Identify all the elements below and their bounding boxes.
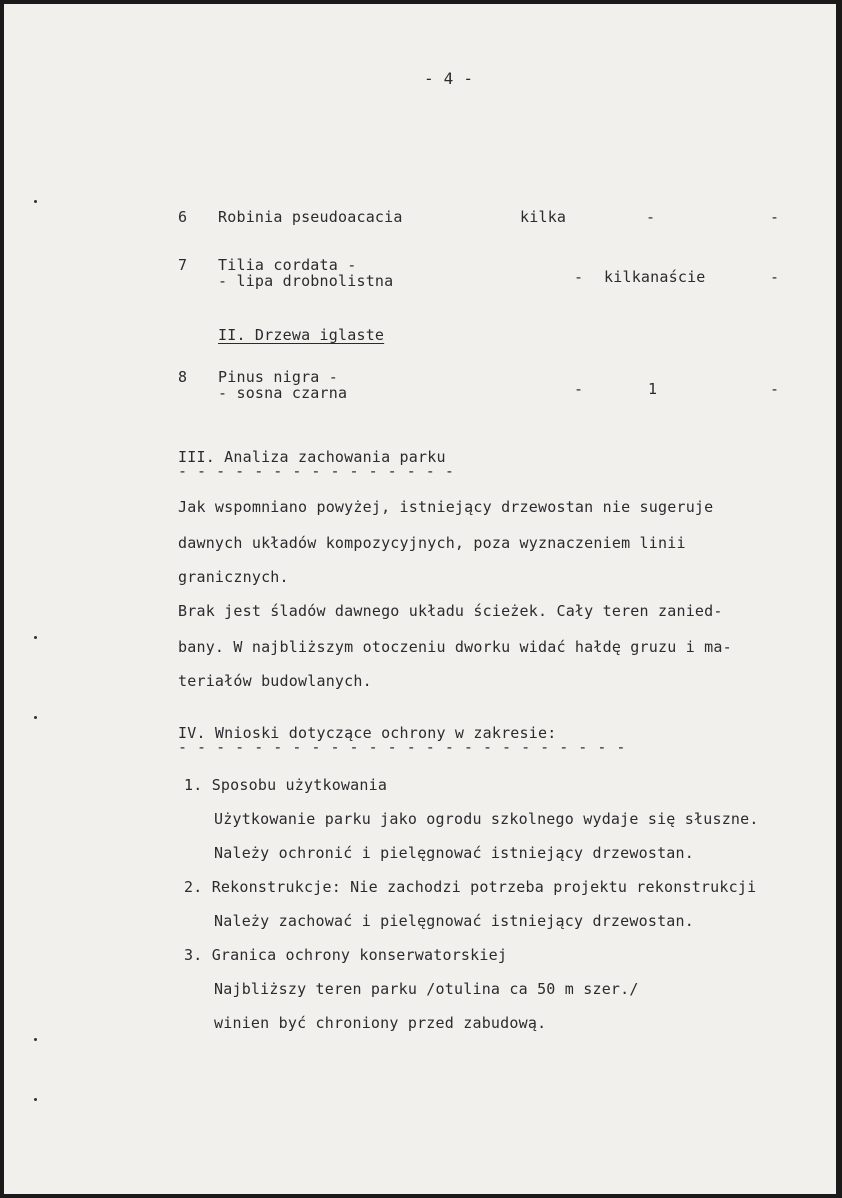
heading-underline: - - - - - - - - - - - - - - - - - - - - - - - - (178, 738, 626, 756)
paragraph-line: Brak jest śladów dawnego układu ścieżek. Cały teren zanied- (178, 602, 723, 620)
list-item-line: Należy ochronić i pielęgnować istniejący drzewostan. (214, 844, 694, 862)
margin-mark (34, 636, 37, 639)
section-heading: III. Analiza zachowania parku (178, 448, 446, 466)
list-item-label: 1. Sposobu użytkowania (184, 776, 388, 794)
row-number: 6 (178, 208, 188, 226)
margin-mark (34, 200, 37, 203)
list-item-label: 2. Rekonstrukcje: Nie zachodzi potrzeba projektu rekonstrukcji (184, 878, 757, 896)
margin-mark (34, 1038, 37, 1041)
species-name-polish: - sosna czarna (218, 384, 348, 402)
paragraph-line: dawnych układów kompozycyjnych, poza wyznaczeniem linii (178, 534, 686, 552)
count-cell: - (574, 268, 584, 286)
heading-underline: - - - - - - - - - - - - - - - (178, 462, 455, 480)
count-cell: - (574, 380, 584, 398)
paragraph-line: Jak wspomniano powyżej, istniejący drzewostan nie sugeruje (178, 498, 714, 516)
count-cell: 1 (648, 380, 658, 398)
page-number: - 4 - (424, 69, 474, 88)
paragraph-line: bany. W najbliższym otoczeniu dworku widać hałdę gruzu i ma- (178, 638, 732, 656)
paragraph-line: teriałów budowlanych. (178, 672, 372, 690)
species-name-polish: - lipa drobnolistna (218, 272, 394, 290)
list-item-line: Należy zachować i pielęgnować istniejący drzewostan. (214, 912, 694, 930)
list-item-line: winien być chroniony przed zabudową. (214, 1014, 547, 1032)
count-cell: - (770, 208, 780, 226)
count-cell: kilkanaście (604, 268, 706, 286)
species-name: Robinia pseudoacacia (218, 208, 403, 226)
list-item-line: Najbliższy teren parku /otulina ca 50 m szer./ (214, 980, 639, 998)
count-cell: kilka (520, 208, 567, 226)
margin-mark (34, 716, 37, 719)
section-heading: IV. Wnioski dotyczące ochrony w zakresie: (178, 724, 557, 742)
count-cell: - (770, 380, 780, 398)
document-page (4, 4, 836, 1194)
row-number: 8 (178, 368, 188, 386)
species-name: Tilia cordata - (218, 256, 357, 274)
list-item-label: 3. Granica ochrony konserwatorskiej (184, 946, 508, 964)
margin-mark (34, 1098, 37, 1101)
species-name: Pinus nigra - (218, 368, 338, 386)
count-cell: - (770, 268, 780, 286)
list-item-line: Użytkowanie parku jako ogrodu szkolnego wydaje się słuszne. (214, 810, 759, 828)
paragraph-line: granicznych. (178, 568, 289, 586)
row-number: 7 (178, 256, 188, 274)
subheading: II. Drzewa iglaste (218, 326, 385, 344)
count-cell: - (646, 208, 656, 226)
